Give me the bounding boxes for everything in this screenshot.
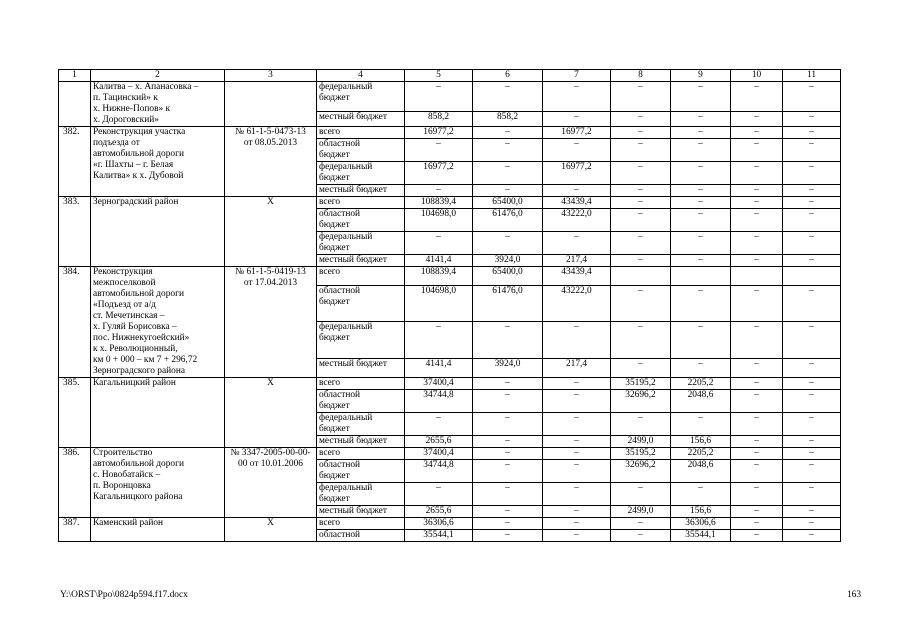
value-cell: – [671, 127, 731, 139]
value-cell: – [543, 390, 611, 413]
value-cell: – [611, 413, 671, 436]
entry-number: 384. [59, 267, 91, 378]
entry-name: Калитва – х. Апанасовка – п. Тацинский» к х. Нижне-Попов» к х. Дороговский» [91, 82, 225, 127]
value-cell: – [671, 483, 731, 506]
value-cell: 3924,0 [473, 255, 543, 267]
value-cell: – [473, 139, 543, 162]
value-cell: – [783, 436, 841, 448]
value-cell: – [783, 255, 841, 267]
value-cell: 2499,0 [611, 436, 671, 448]
funding-source: всего [317, 378, 405, 390]
value-cell: – [671, 322, 731, 358]
value-cell: – [473, 185, 543, 197]
column-number: 4 [317, 70, 405, 82]
value-cell: 104698,0 [405, 209, 473, 232]
value-cell: – [783, 413, 841, 436]
value-cell: – [405, 185, 473, 197]
entry-document: № 61-1-5-0473-13 от 08.05.2013 [225, 127, 317, 197]
value-cell: – [405, 413, 473, 436]
value-cell: – [543, 518, 611, 530]
table-row [59, 518, 841, 530]
funding-source: федеральный бюджет [317, 82, 405, 112]
value-cell: – [543, 185, 611, 197]
value-cell: – [731, 82, 783, 112]
value-cell: 4141,4 [405, 255, 473, 267]
value-cell: 37400,4 [405, 448, 473, 460]
value-cell: – [405, 139, 473, 162]
value-cell: – [473, 506, 543, 518]
funding-source: областной бюджет [317, 286, 405, 322]
value-cell: 65400,0 [473, 197, 543, 209]
table-row [59, 127, 841, 139]
value-cell: – [543, 436, 611, 448]
value-cell: – [731, 232, 783, 255]
entry-number: 383. [59, 197, 91, 267]
value-cell: – [731, 506, 783, 518]
entry-number: 386. [59, 448, 91, 518]
value-cell: – [783, 209, 841, 232]
funding-source: местный бюджет [317, 358, 405, 377]
value-cell: 2655,6 [405, 506, 473, 518]
value-cell: – [473, 232, 543, 255]
value-cell: 36306,6 [671, 518, 731, 530]
column-number: 11 [783, 70, 841, 82]
value-cell: – [473, 530, 543, 542]
funding-source: местный бюджет [317, 255, 405, 267]
funding-source: всего [317, 518, 405, 530]
value-cell: – [783, 358, 841, 377]
value-cell: – [731, 255, 783, 267]
funding-source: всего [317, 267, 405, 286]
value-cell: – [731, 139, 783, 162]
value-cell: 104698,0 [405, 286, 473, 322]
value-cell: – [611, 139, 671, 162]
value-cell: 35544,1 [405, 530, 473, 542]
value-cell: – [543, 530, 611, 542]
value-cell: – [731, 111, 783, 126]
value-cell: – [473, 436, 543, 448]
value-cell: – [473, 127, 543, 139]
value-cell: 36306,6 [405, 518, 473, 530]
value-cell: – [731, 436, 783, 448]
funding-source: всего [317, 127, 405, 139]
column-number: 3 [225, 70, 317, 82]
value-cell: 2048,6 [671, 390, 731, 413]
entry-number [59, 82, 91, 127]
value-cell: – [731, 448, 783, 460]
value-cell: – [611, 530, 671, 542]
funding-source: областной бюджет [317, 460, 405, 483]
value-cell: – [611, 111, 671, 126]
value-cell: – [731, 413, 783, 436]
value-cell [611, 267, 671, 286]
value-cell: – [671, 111, 731, 126]
value-cell: 34744,8 [405, 460, 473, 483]
entry-name: Строительство автомобильной дороги с. Новобатайск – п. Воронцовка Кагальницкого района [91, 448, 225, 518]
entry-number: 387. [59, 518, 91, 542]
value-cell: – [611, 185, 671, 197]
value-cell: – [473, 390, 543, 413]
column-number: 6 [473, 70, 543, 82]
table-row [59, 378, 841, 390]
value-cell: – [671, 413, 731, 436]
value-cell: – [731, 460, 783, 483]
funding-source: всего [317, 197, 405, 209]
column-number: 5 [405, 70, 473, 82]
entry-document: Х [225, 378, 317, 448]
value-cell: – [731, 518, 783, 530]
value-cell: – [783, 460, 841, 483]
entry-document: Х [225, 518, 317, 542]
value-cell: – [473, 483, 543, 506]
value-cell: – [783, 82, 841, 112]
value-cell: 43439,4 [543, 197, 611, 209]
funding-source: областной бюджет [317, 209, 405, 232]
value-cell: 43439,4 [543, 267, 611, 286]
value-cell: 65400,0 [473, 267, 543, 286]
value-cell: – [405, 82, 473, 112]
value-cell: 61476,0 [473, 209, 543, 232]
value-cell: – [783, 518, 841, 530]
entry-name: Реконструкция межпоселковой автомобильной дороги «Подъезд от а/д ст. Мечетинская – х. Гуляй Борисовка – пос. Нижнекугоейский» к х. Революционный, км 0 + 000 – км 7 + 296,72 Зерноградского района [91, 267, 225, 378]
funding-source: федеральный бюджет [317, 413, 405, 436]
footer-file-path: Y:\ORST\Ppo\0824p594.f17.docx [60, 590, 188, 600]
funding-source: местный бюджет [317, 111, 405, 126]
value-cell: – [783, 139, 841, 162]
funding-source: федеральный бюджет [317, 483, 405, 506]
value-cell: – [731, 197, 783, 209]
table-row [59, 448, 841, 460]
entry-document: Х [225, 197, 317, 267]
value-cell: – [543, 448, 611, 460]
value-cell: – [611, 255, 671, 267]
value-cell: – [783, 506, 841, 518]
value-cell: – [543, 413, 611, 436]
value-cell: – [473, 413, 543, 436]
value-cell: 2205,2 [671, 378, 731, 390]
value-cell: – [611, 232, 671, 255]
value-cell: – [543, 378, 611, 390]
entry-number: 385. [59, 378, 91, 448]
value-cell: 35195,2 [611, 448, 671, 460]
value-cell: – [671, 209, 731, 232]
column-number: 7 [543, 70, 611, 82]
value-cell: – [611, 197, 671, 209]
value-cell: – [473, 378, 543, 390]
value-cell: – [611, 518, 671, 530]
funding-source: местный бюджет [317, 506, 405, 518]
column-number: 1 [59, 70, 91, 82]
value-cell: 858,2 [405, 111, 473, 126]
entry-name: Зерноградский район [91, 197, 225, 267]
value-cell: – [473, 322, 543, 358]
value-cell: 2499,0 [611, 506, 671, 518]
value-cell: – [611, 162, 671, 185]
value-cell: – [731, 162, 783, 185]
value-cell [731, 267, 783, 286]
value-cell: – [783, 162, 841, 185]
value-cell: – [473, 448, 543, 460]
value-cell: – [731, 530, 783, 542]
value-cell: 858,2 [473, 111, 543, 126]
value-cell: – [783, 197, 841, 209]
value-cell: 35544,1 [671, 530, 731, 542]
value-cell: – [543, 111, 611, 126]
funding-source: местный бюджет [317, 436, 405, 448]
value-cell: – [783, 483, 841, 506]
funding-source: областной бюджет [317, 139, 405, 162]
funding-source: федеральный бюджет [317, 232, 405, 255]
entry-name: Каменский район [91, 518, 225, 542]
funding-source: федеральный бюджет [317, 162, 405, 185]
value-cell: – [671, 232, 731, 255]
table-header-row [59, 70, 841, 82]
entry-document: № 3347-2005-00-00- 00 от 10.01.2006 [225, 448, 317, 518]
value-cell: 2655,6 [405, 436, 473, 448]
value-cell: – [783, 322, 841, 358]
value-cell: 43222,0 [543, 209, 611, 232]
value-cell: – [543, 232, 611, 255]
value-cell: – [731, 209, 783, 232]
value-cell: – [783, 286, 841, 322]
value-cell [783, 267, 841, 286]
table-row [59, 197, 841, 209]
entry-name: Кагальницкий район [91, 378, 225, 448]
footer-page-number: 163 [846, 590, 861, 600]
value-cell: 16977,2 [405, 127, 473, 139]
value-cell: – [671, 162, 731, 185]
value-cell: – [671, 358, 731, 377]
value-cell: – [783, 185, 841, 197]
value-cell: 16977,2 [405, 162, 473, 185]
value-cell: – [611, 82, 671, 112]
value-cell: – [731, 358, 783, 377]
column-number: 2 [91, 70, 225, 82]
funding-source: местный бюджет [317, 185, 405, 197]
value-cell: 2048,6 [671, 460, 731, 483]
value-cell: 35195,2 [611, 378, 671, 390]
value-cell: – [543, 82, 611, 112]
value-cell: 156,6 [671, 506, 731, 518]
value-cell: – [783, 378, 841, 390]
value-cell: – [611, 286, 671, 322]
value-cell: – [671, 286, 731, 322]
value-cell: – [473, 518, 543, 530]
value-cell: – [731, 390, 783, 413]
budget-table [58, 69, 841, 542]
value-cell: – [543, 460, 611, 483]
value-cell: – [611, 127, 671, 139]
value-cell: – [731, 483, 783, 506]
value-cell: – [405, 232, 473, 255]
value-cell: 16977,2 [543, 127, 611, 139]
value-cell: 43222,0 [543, 286, 611, 322]
value-cell: 217,4 [543, 358, 611, 377]
value-cell: – [783, 232, 841, 255]
value-cell: – [543, 322, 611, 358]
value-cell: – [671, 82, 731, 112]
funding-source: областной бюджет [317, 390, 405, 413]
value-cell: – [543, 506, 611, 518]
column-number: 10 [731, 70, 783, 82]
value-cell: 37400,4 [405, 378, 473, 390]
value-cell: 156,6 [671, 436, 731, 448]
entry-document [225, 82, 317, 127]
value-cell: – [731, 378, 783, 390]
value-cell: – [671, 185, 731, 197]
value-cell: – [611, 209, 671, 232]
value-cell: – [611, 322, 671, 358]
value-cell: 4141,4 [405, 358, 473, 377]
value-cell [671, 267, 731, 286]
value-cell: 108839,4 [405, 267, 473, 286]
value-cell: – [783, 448, 841, 460]
value-cell: – [731, 286, 783, 322]
entry-document: № 61-1-5-0419-13 от 17.04.2013 [225, 267, 317, 378]
value-cell: – [783, 111, 841, 126]
value-cell: – [543, 483, 611, 506]
value-cell: 61476,0 [473, 286, 543, 322]
value-cell: – [405, 483, 473, 506]
value-cell: – [783, 530, 841, 542]
table-row [59, 82, 841, 112]
value-cell: 32696,2 [611, 460, 671, 483]
value-cell: – [731, 185, 783, 197]
value-cell: 34744,8 [405, 390, 473, 413]
value-cell: – [731, 322, 783, 358]
value-cell: – [473, 460, 543, 483]
column-number: 8 [611, 70, 671, 82]
value-cell: 108839,4 [405, 197, 473, 209]
funding-source: федеральный бюджет [317, 322, 405, 358]
value-cell: – [543, 139, 611, 162]
value-cell: 16977,2 [543, 162, 611, 185]
value-cell: – [611, 483, 671, 506]
value-cell: – [405, 322, 473, 358]
value-cell: 32696,2 [611, 390, 671, 413]
value-cell: – [783, 390, 841, 413]
value-cell: – [473, 82, 543, 112]
value-cell: – [783, 127, 841, 139]
value-cell: 3924,0 [473, 358, 543, 377]
value-cell: – [671, 197, 731, 209]
value-cell: 217,4 [543, 255, 611, 267]
entry-number: 382. [59, 127, 91, 197]
column-number: 9 [671, 70, 731, 82]
value-cell: – [473, 162, 543, 185]
funding-source: областной [317, 530, 405, 542]
funding-source: всего [317, 448, 405, 460]
value-cell: – [671, 139, 731, 162]
value-cell: – [731, 127, 783, 139]
value-cell: – [611, 358, 671, 377]
value-cell: 2205,2 [671, 448, 731, 460]
value-cell: – [671, 255, 731, 267]
entry-name: Реконструкция участка подъезда от автомобильной дороги «г. Шахты – г. Белая Калитва» к х. Дубовой [91, 127, 225, 197]
table-row [59, 267, 841, 286]
